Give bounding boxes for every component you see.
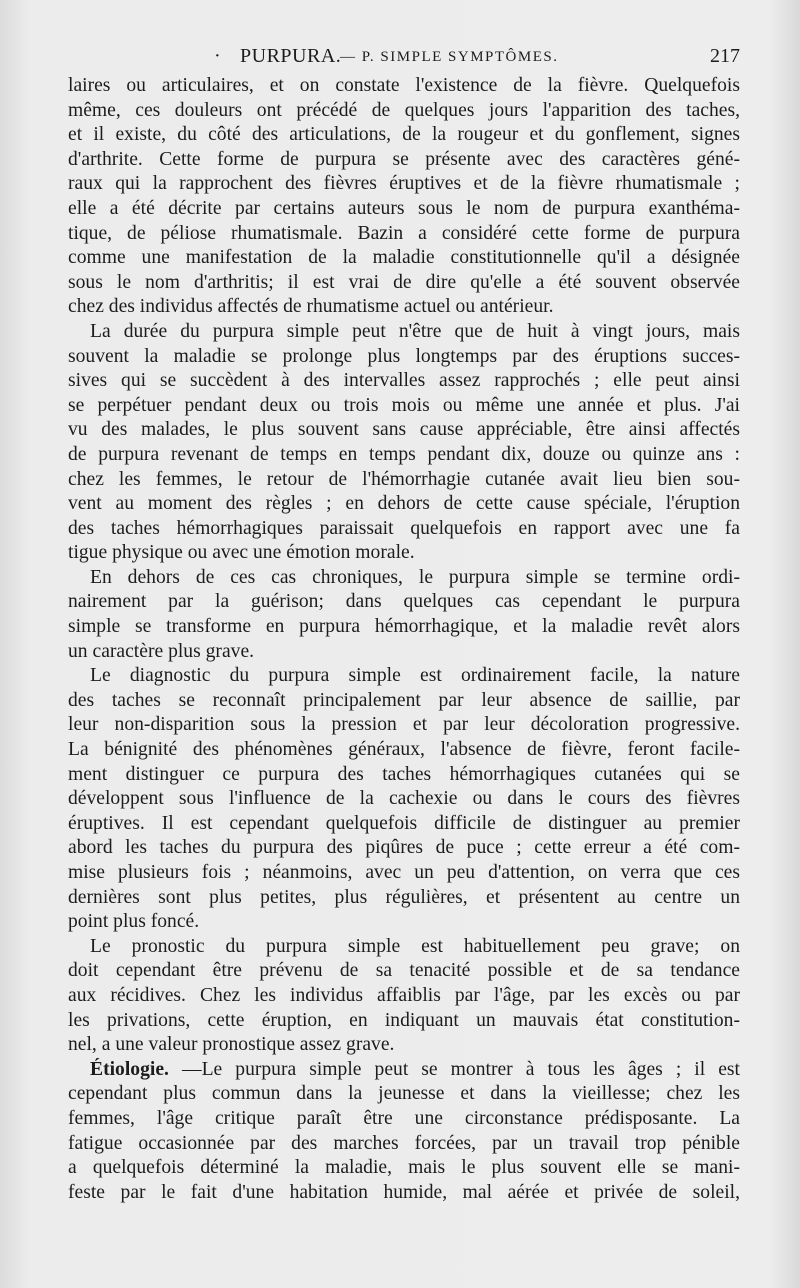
text-line: raux qui la rapprochent des fièvres éruptives et de la fièvre rhumatismale ; (68, 173, 740, 195)
text-line: Le diagnostic du purpura simple est ordinairement facile, la nature (90, 665, 740, 687)
header-title: PURPURA. (240, 45, 342, 67)
text-fragment: —Le purpura simple peut se montrer à tous les âges ; il est (181, 1058, 740, 1080)
text-line: mise plusieurs fois ; néanmoins, avec un peu d'attention, on verra que ces (68, 862, 740, 883)
text-line: un caractère plus grave. (68, 640, 255, 662)
text-line: En dehors de ces cas chroniques, le purpura simple se termine ordi- (90, 566, 740, 588)
text-line: tique, de péliose rhumatismale. Bazin a considéré cette forme de purpura (68, 222, 740, 244)
text-line: feste par le fait d'une habitation humide, mal aérée et privée de soleil, (68, 1181, 740, 1203)
text-line: vu des malades, le plus souvent sans cause appréciable, être ainsi affectés (68, 419, 740, 441)
text-line: simple se transforme en purpura hémorrhagique, et la maladie revêt alors (68, 616, 740, 638)
text-line: elle a été décrite par certains auteurs sous le nom de purpura exanthéma- (68, 197, 740, 219)
text-line: laires ou articulaires, et on constate l'existence de la fièvre. Quelquefois (68, 75, 740, 96)
text-line: La durée du purpura simple peut n'être que de huit à vingt jours, mais (90, 320, 740, 342)
text-line: éruptives. Il est cependant quelquefois difficile de distinguer au premier (68, 812, 740, 834)
text-line: des taches hémorrhagiques paraissait quelquefois en rapport avec une fa (68, 517, 740, 539)
text-line: souvent la maladie se prolonge plus longtemps par des éruptions succes- (68, 345, 740, 367)
text-line: chez les femmes, le retour de l'hémorrhagie cutanée avait lieu bien sou- (68, 468, 740, 490)
text-line: se perpétuer pendant deux ou trois mois ou même une année et plus. J'ai (68, 394, 740, 416)
text-line: nel, a une valeur pronostique assez grave. (68, 1034, 395, 1056)
text-line: vent au moment des règles ; en dehors de cette cause spéciale, l'éruption (68, 493, 740, 515)
text-line: abord les taches du purpura des piqûres de puce ; cette erreur a été com- (68, 837, 740, 859)
text-line: a quelquefois déterminé la maladie, mais le plus souvent elle se mani- (68, 1157, 740, 1179)
text-line: leur non-disparition sous la pression et par leur décoloration progressive. (68, 714, 740, 736)
text-line: comme une manifestation de la maladie constitutionnelle qu'il a désignée (68, 247, 740, 269)
header-mark: · (214, 45, 221, 67)
text-line: La bénignité des phénomènes généraux, l'absence de fièvre, feront facile- (68, 739, 740, 761)
text-line: de purpura revenant de temps en temps pendant dix, douze ou quinze ans : (68, 443, 740, 465)
page-number: 217 (710, 45, 740, 67)
text-line: tigue physique ou avec une émotion morale. (68, 542, 415, 564)
text-line: sives qui se succèdent à des intervalles assez rapprochés ; elle peut ainsi (68, 370, 740, 392)
text-line: nairement par la guérison; dans quelques cas cependant le purpura (68, 591, 740, 613)
text-line: et il existe, du côté des articulations, de la rougeur et du gonflement, signes (68, 124, 740, 146)
text-line: développent sous l'influence de la cachexie ou dans le cours des fièvres (68, 788, 740, 810)
text-line: femmes, l'âge critique paraît être une circonstance prédisposante. La (68, 1107, 740, 1129)
text-line: sous le nom d'arthritis; il est vrai de dire qu'elle a été souvent observée (68, 271, 740, 293)
text-line: dernières sont plus petites, plus régulières, et présentent au centre un (68, 886, 740, 908)
running-head (68, 40, 740, 72)
text-line: doit cependant être prévenu de sa tenacité possible et de sa tendance (68, 960, 740, 982)
section-heading: Étiologie. (90, 1058, 169, 1080)
text-line: cependant plus commun dans la jeunesse et dans la vieillesse; chez les (68, 1083, 740, 1105)
text-line: les privations, cette éruption, en indiquant un mauvais état constitution- (68, 1009, 740, 1031)
text-line: ment distinguer ce purpura des taches hémorrhagiques cutanées qui se (68, 763, 740, 785)
text-line: d'arthrite. Cette forme de purpura se présente avec des caractères géné- (68, 148, 740, 170)
text-line: même, ces douleurs ont précédé de quelques jours l'apparition des taches, (68, 99, 740, 121)
text-line: fatigue occasionnée par des marches forcées, par un travail trop pénible (68, 1132, 740, 1154)
text-line: chez des individus affectés de rhumatisme actuel ou antérieur. (68, 296, 554, 318)
text-line: point plus foncé. (68, 911, 200, 933)
text-line: aux récidives. Chez les individus affaiblis par l'âge, par les excès ou par (68, 984, 740, 1006)
body-text (68, 74, 740, 1205)
etiology-line (68, 1058, 740, 1083)
text-line: des taches se reconnaît principalement par leur absence de saillie, par (68, 689, 740, 711)
text-line: Le pronostic du purpura simple est habituellement peu grave; on (90, 935, 740, 957)
header-subtitle: — P. SIMPLE SYMPTÔMES. (340, 49, 559, 65)
